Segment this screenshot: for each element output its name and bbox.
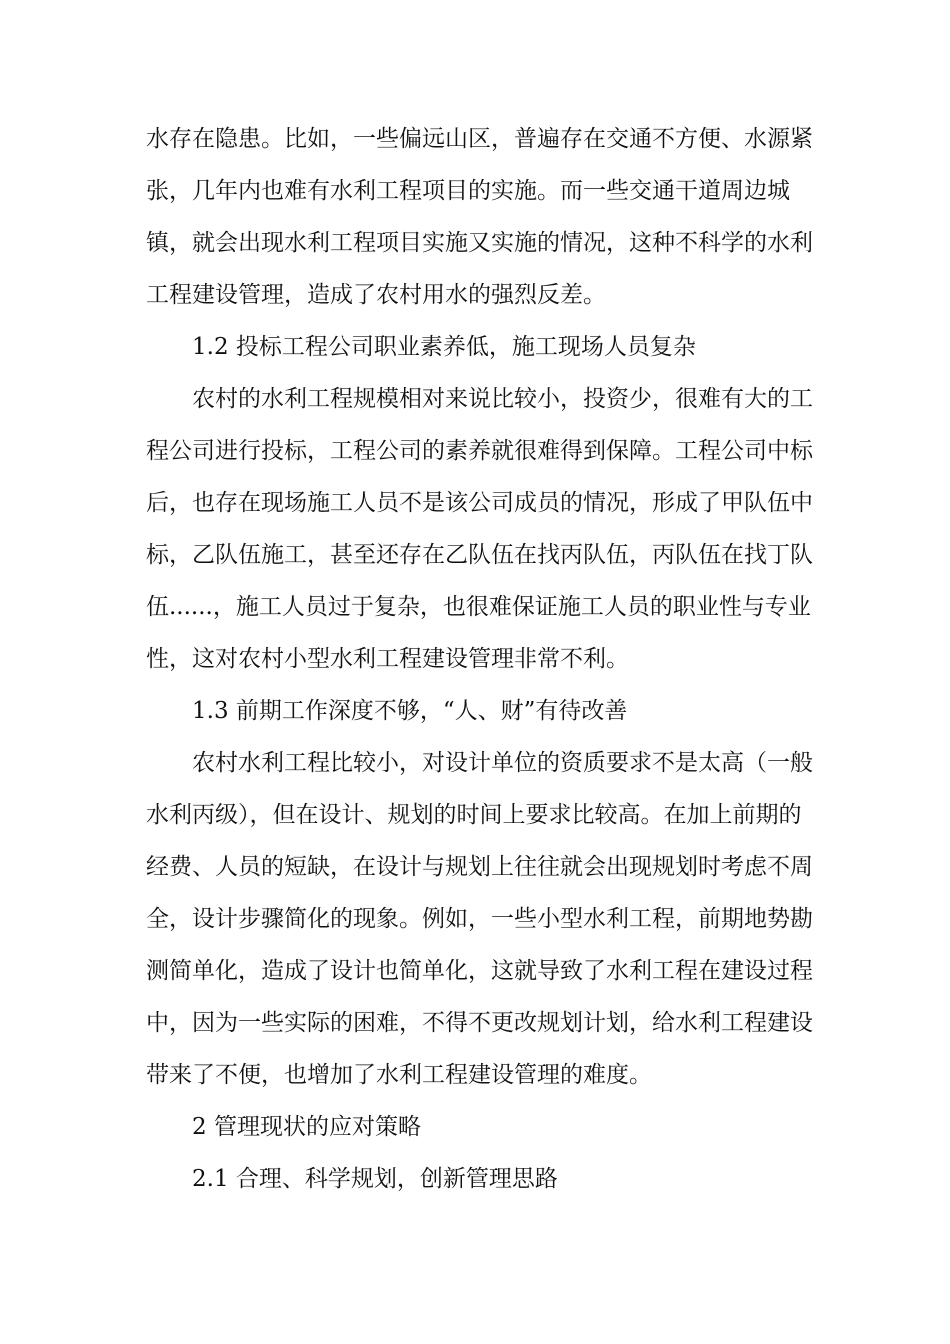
body-line-13: 农村水利工程比较小，对设计单位的资质要求不是太高（一般 [192,750,813,776]
body-line-7: 程公司进行投标，工程公司的素养就很难得到保障。工程公司中标 [146,438,813,464]
body-line-6: 农村的水利工程规模相对来说比较小，投资少，很难有大的工 [192,386,813,412]
section-heading-2: 2 管理现状的应对策略 [192,1114,421,1140]
body-line-11: 性，这对农村小型水利工程建设管理非常不利。 [146,646,629,672]
section-heading-1-3: 1.3 前期工作深度不够，“人、财”有待改善 [192,698,628,724]
body-line-14: 水利丙级），但在设计、规划的时间上要求比较高。在加上前期的 [146,802,802,828]
body-line-18: 中，因为一些实际的困难，不得不更改规划计划，给水利工程建设 [146,1010,813,1036]
body-line-19: 带来了不便，也增加了水利工程建设管理的难度。 [146,1062,652,1088]
body-line-10: 伍......，施工人员过于复杂，也很难保证施工人员的职业性与专业 [146,594,811,620]
body-line-8: 后，也存在现场施工人员不是该公司成员的情况，形成了甲队伍中 [146,490,813,516]
body-line-17: 测简单化，造成了设计也简单化，这就导致了水利工程在建设过程 [146,958,813,984]
body-line-9: 标，乙队伍施工，甚至还存在乙队伍在找丙队伍，丙队伍在找丁队 [146,542,813,568]
section-heading-1-2: 1.2 投标工程公司职业素养低，施工现场人员复杂 [192,334,696,360]
body-line-1: 水存在隐患。比如，一些偏远山区，普遍存在交通不方便、水源紧 [146,126,813,152]
body-line-4: 工程建设管理，造成了农村用水的强烈反差。 [146,282,606,308]
section-heading-2-1: 2.1 合理、科学规划，创新管理思路 [192,1166,558,1192]
body-line-2: 张，几年内也难有水利工程项目的实施。而一些交通干道周边城 [146,178,790,204]
body-line-15: 经费、人员的短缺，在设计与规划上往往就会出现规划时考虑不周 [146,854,813,880]
document-body [146,113,813,1205]
body-line-3: 镇，就会出现水利工程项目实施又实施的情况，这种不科学的水利 [146,230,813,256]
body-line-16: 全，设计步骤简化的现象。例如，一些小型水利工程，前期地势勘 [146,906,813,932]
